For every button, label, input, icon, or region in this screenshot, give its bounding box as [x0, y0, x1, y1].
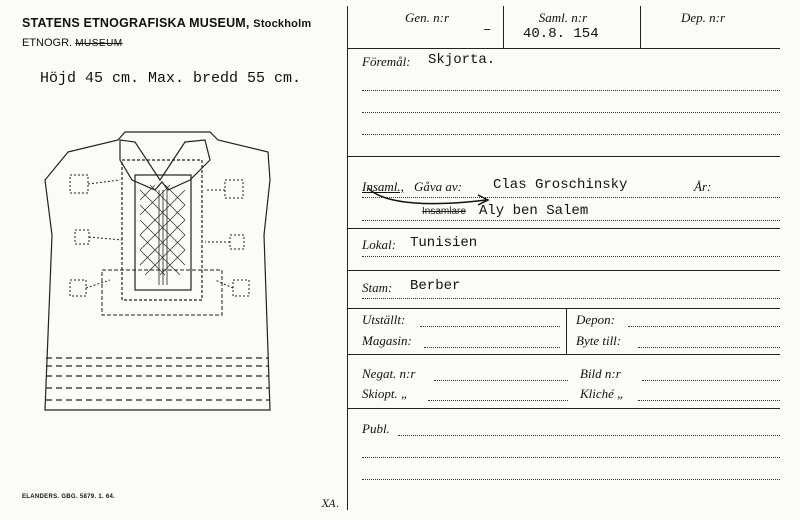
- utstallt-label: Utställt:: [362, 312, 406, 327]
- gava-av-label: Gåva av:: [414, 179, 463, 194]
- section-rule: [348, 270, 780, 271]
- dotted-line: [424, 347, 560, 348]
- museum-city: Stockholm: [253, 18, 312, 30]
- bild-label: Bild n:r: [580, 366, 621, 381]
- struck-insamlare: Insamlare: [422, 206, 466, 217]
- dotted-line: [362, 134, 780, 135]
- section-rule: [348, 408, 780, 409]
- insaml-value: Aly ben Salem: [479, 203, 589, 219]
- dotted-line: [362, 298, 780, 299]
- dotted-line: [398, 435, 780, 436]
- etnogr-line: [22, 37, 123, 49]
- negat-label: Negat. n:r: [362, 366, 416, 381]
- dotted-line: [362, 90, 780, 91]
- lokal-value: Tunisien: [410, 235, 478, 251]
- depon-label: Depon:: [576, 312, 615, 327]
- dep-nr-label: Dep. n:r: [680, 10, 726, 25]
- publ-label: Publ.: [362, 421, 390, 436]
- stam-value: Berber: [410, 278, 461, 294]
- etnogr-label: ETNOGR.: [22, 37, 73, 49]
- header-divider-1: [503, 6, 504, 48]
- section-rule: [348, 308, 780, 309]
- foremal-value: Skjorta.: [428, 52, 496, 68]
- magasin-label: Magasin:: [362, 333, 412, 348]
- dotted-line: [362, 479, 780, 480]
- dotted-line: [362, 220, 780, 221]
- dotted-line: [638, 347, 780, 348]
- dotted-line: [638, 400, 780, 401]
- catalog-card: [348, 6, 780, 510]
- header-rule: [348, 48, 780, 49]
- dotted-line: [362, 112, 780, 113]
- saml-nr-value: 40.8. 154: [523, 26, 599, 42]
- insaml-label: Insaml.,: [362, 179, 404, 194]
- museum-title: STATENS ETNOGRAFISKA MUSEUM,: [22, 16, 250, 30]
- dotted-line: [628, 326, 780, 327]
- byte-till-label: Byte till:: [576, 333, 622, 348]
- printer-imprint: ELANDERS. GBG. 5879. 1. 64.: [22, 494, 116, 500]
- museum-name: [22, 16, 311, 30]
- etnogr-struck-text: MUSEUM: [75, 38, 123, 49]
- saml-nr-label: Saml. n:r: [538, 10, 588, 25]
- section-rule: [348, 228, 780, 229]
- ar-label: År:: [694, 179, 712, 194]
- gen-nr-label: Gen. n:r: [404, 10, 450, 25]
- dotted-line: [428, 400, 568, 401]
- foremal-label: Föremål:: [362, 54, 411, 69]
- kliche-label: Kliché „: [580, 386, 625, 401]
- section-rule: [348, 354, 780, 355]
- stam-label: Stam:: [362, 280, 393, 295]
- shirt-drawing: [40, 120, 285, 420]
- skiopt-label: Skiopt. „: [362, 386, 409, 401]
- dotted-line: [420, 326, 560, 327]
- dotted-line: [434, 380, 568, 381]
- lokal-label: Lokal:: [362, 237, 396, 252]
- dotted-line: [362, 256, 780, 257]
- dimensions-text: Höjd 45 cm. Max. bredd 55 cm.: [40, 70, 302, 87]
- dotted-line: [642, 380, 780, 381]
- utstallt-divider: [566, 308, 567, 354]
- handwritten-mark: XA.: [322, 499, 340, 510]
- section-rule: [348, 156, 780, 157]
- gen-nr-value: –: [483, 22, 492, 38]
- header-divider-2: [640, 6, 641, 48]
- dotted-line: [362, 457, 780, 458]
- gava-av-value: Clas Groschinsky: [493, 177, 628, 193]
